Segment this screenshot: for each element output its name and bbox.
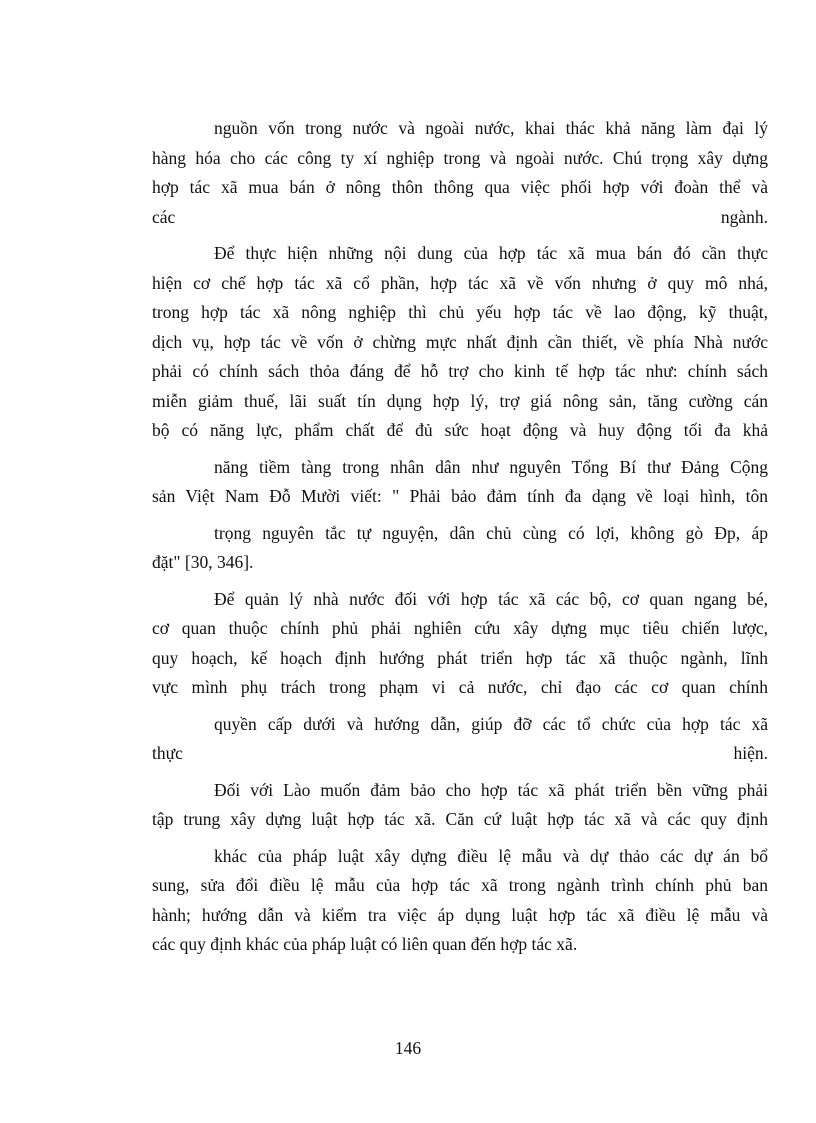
paragraph-line: vực mình phụ trách trong phạm vi cả nước, chỉ đạo các cơ quan chính: [152, 677, 768, 697]
paragraph-gap: [152, 835, 768, 842]
paragraph-line: tập trung xây dựng luật hợp tác xã. Căn cứ luật hợp tác xã và các quy định: [152, 809, 768, 829]
paragraph-line: trong hợp tác xã nông nghiệp thì chủ yếu hợp tác về lao động, kỹ thuật,: [152, 302, 768, 322]
paragraph-line: hành; hướng dẫn và kiểm tra việc áp dụng luật hợp tác xã điều lệ mẫu và: [152, 904, 768, 925]
paragraph-line: quyền cấp dưới và hướng dẫn, giúp đỡ các tổ chức của hợp tác xã: [214, 713, 768, 734]
paragraph-line: dịch vụ, hợp tác về vốn ở chừng mực nhất định cần thiết, về phía Nhà nước: [152, 331, 768, 352]
paragraph-gap: [152, 446, 768, 453]
paragraph-line: sung, sửa đổi điều lệ mẫu của hợp tác xã trong ngành trình chính phủ ban: [152, 875, 768, 895]
paragraph-line: Để thực hiện những nội dung của hợp tác xã mua bán đó cần thực: [214, 243, 768, 263]
body-text: [152, 114, 768, 960]
paragraph-line: hợp tác xã mua bán ở nông thôn thông qua việc phối hợp với đoàn thể và: [152, 177, 768, 197]
paragraph-line: quy hoạch, kế hoạch định hướng phát triển hợp tác xã thuộc ngành, lĩnh: [152, 647, 768, 668]
paragraph-line: Để quản lý nhà nước đối với hợp tác xã các bộ, cơ quan ngang bé,: [214, 588, 768, 609]
paragraph-line: Đối với Lào muốn đảm bảo cho hợp tác xã phát triển bền vững phải: [214, 779, 768, 800]
paragraph-gap: [152, 232, 768, 239]
paragraph-line: bộ có năng lực, phẩm chất để đủ sức hoạt động và huy động tối đa khả: [152, 420, 768, 440]
paragraph-line: hiện cơ chế hợp tác xã cổ phần, hợp tác xã về vốn nhưng ở quy mô nhá,: [152, 272, 768, 293]
paragraph-line: các quy định khác của pháp luật có liên quan đến hợp tác xã.: [152, 934, 578, 954]
page-number: 146: [394, 1038, 422, 1058]
paragraph-line: năng tiềm tàng trong nhân dân như nguyên Tổng Bí thư Đảng Cộng: [214, 456, 768, 477]
paragraph-line: thực hiện.: [152, 743, 768, 763]
paragraph-line: nguồn vốn trong nước và ngoài nước, khai thác khả năng làm đại lý: [214, 118, 768, 138]
paragraph-line: đặt" [30, 346].: [152, 552, 254, 572]
paragraph-gap: [152, 578, 768, 585]
paragraph-gap: [152, 769, 768, 776]
paragraph-line: miễn giảm thuế, lãi suất tín dụng hợp lý, trợ giá nông sản, tăng cường cán: [152, 390, 768, 411]
paragraph-gap: [152, 703, 768, 710]
paragraph-gap: [152, 512, 768, 519]
paragraph-line: sản Việt Nam Đỗ Mười viết: " Phải bảo đảm tính đa dạng về loại hình, tôn: [152, 486, 768, 506]
paragraph-line: các ngành.: [152, 206, 768, 227]
paragraph-line: khác của pháp luật xây dựng điều lệ mẫu và dự thảo các dự án bổ: [214, 845, 768, 866]
paragraph-line: hàng hóa cho các công ty xí nghiệp trong và ngoài nước. Chú trọng xây dựng: [152, 147, 768, 168]
paragraph-line: phải có chính sách thỏa đáng để hỗ trợ cho kinh tế hợp tác như: chính sách: [152, 361, 768, 381]
paragraph-line: trọng nguyên tắc tự nguyện, dân chủ cùng có lợi, không gò Đp, áp: [214, 522, 768, 543]
paragraph-line: cơ quan thuộc chính phủ phải nghiên cứu xây dựng mục tiêu chiến lược,: [152, 618, 768, 638]
